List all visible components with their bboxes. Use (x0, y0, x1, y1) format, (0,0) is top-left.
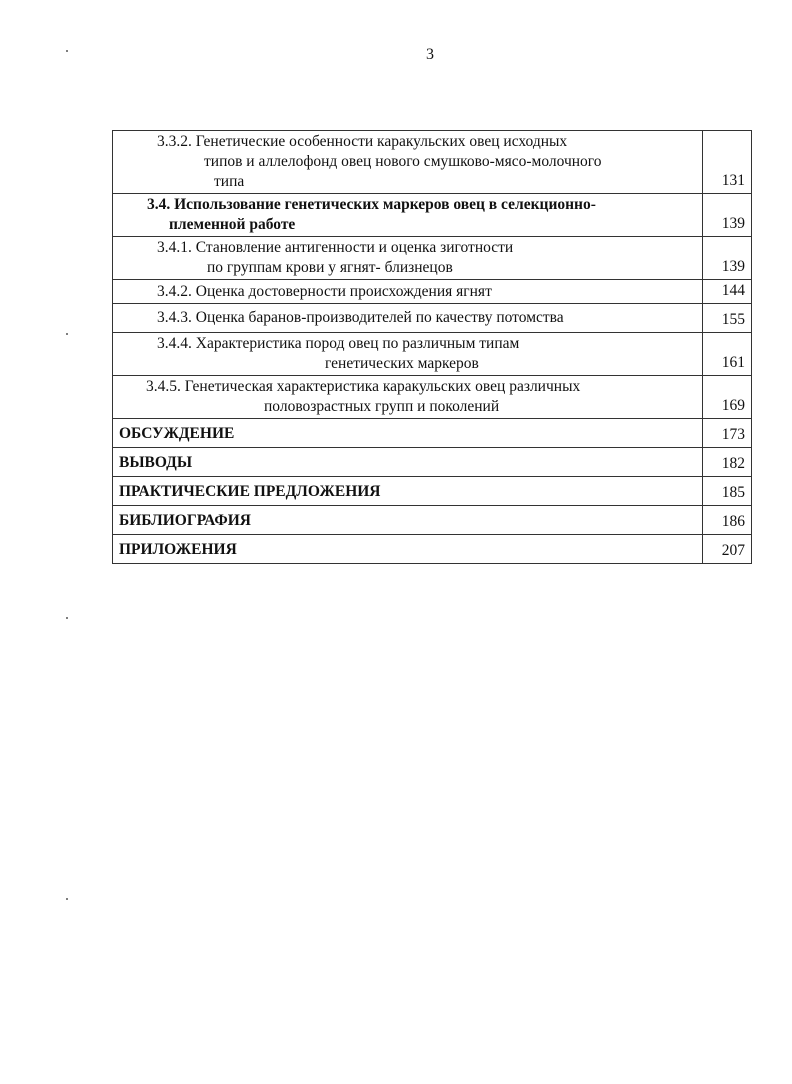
toc-entry-line: племенной работе (169, 216, 296, 233)
toc-row (113, 280, 752, 304)
toc-entry-page: 185 (703, 477, 752, 506)
scan-speck (66, 333, 68, 335)
toc-entry-title (113, 506, 703, 535)
scan-speck (66, 898, 68, 900)
toc-entry-title (113, 477, 703, 506)
toc-row (113, 477, 752, 506)
toc-entry-line: БИБЛИОГРАФИЯ (119, 512, 251, 529)
toc-entry-page: 182 (703, 448, 752, 477)
toc-entry-line: 3.4.2. Оценка достоверности происхождения ягнят (157, 283, 492, 300)
toc-entry-page: 131 (703, 131, 752, 194)
toc-entry-line: ПРАКТИЧЕСКИЕ ПРЕДЛОЖЕНИЯ (119, 483, 381, 500)
toc-entry-title (113, 333, 703, 376)
toc-entry-page: 144 (703, 280, 752, 304)
toc-entry-line: 3.4.5. Генетическая характеристика каракульских овец различных (146, 378, 581, 395)
scan-speck (66, 50, 68, 52)
toc-entry-line: 3.4.3. Оценка баранов-производителей по качеству потомства (157, 309, 564, 326)
toc-row (113, 333, 752, 376)
toc-entry-line: ОБСУЖДЕНИЕ (119, 425, 235, 442)
toc-entry-line: 3.3.2. Генетические особенности каракульских овец исходных (157, 133, 568, 150)
toc-entry-title (113, 376, 703, 419)
toc-entry-line: 3.4.1. Становление антигенности и оценка зиготности (157, 239, 514, 256)
toc-entry-line: типа (214, 173, 245, 190)
toc-entry-page: 155 (703, 304, 752, 333)
toc-entry-page: 173 (703, 419, 752, 448)
toc-entry-title (113, 194, 703, 237)
toc-entry-page: 139 (703, 237, 752, 280)
toc-entry-title (113, 280, 703, 304)
toc-entry-page: 169 (703, 376, 752, 419)
toc-row (113, 506, 752, 535)
toc-entry-title (113, 448, 703, 477)
toc-row (113, 448, 752, 477)
toc-entry-title (113, 535, 703, 564)
toc-entry-title (113, 419, 703, 448)
toc-row (113, 194, 752, 237)
toc-entry-page: 161 (703, 333, 752, 376)
toc-entry-title (113, 237, 703, 280)
toc-entry-page: 207 (703, 535, 752, 564)
toc-entry-title (113, 304, 703, 333)
page-number: 3 (426, 46, 434, 63)
toc-entry-line: по группам крови у ягнят- близнецов (207, 259, 453, 276)
toc-entry-page: 139 (703, 194, 752, 237)
toc-entry-page: 186 (703, 506, 752, 535)
toc-row (113, 419, 752, 448)
toc-row (113, 376, 752, 419)
toc-row (113, 237, 752, 280)
toc-entry-line: 3.4.4. Характеристика пород овец по различным типам (157, 335, 520, 352)
toc-entry-line: половозрастных групп и поколений (264, 398, 500, 415)
scan-speck (66, 617, 68, 619)
table-of-contents (112, 130, 752, 564)
toc-entry-line: ВЫВОДЫ (119, 454, 193, 471)
toc-entry-line: типов и аллелофонд овец нового смушково-мясо-молочного (204, 153, 602, 170)
toc-entry-line: 3.4. Использование генетических маркеров овец в селекционно- (147, 196, 596, 213)
toc-entry-line: генетических маркеров (325, 355, 479, 372)
toc-row (113, 535, 752, 564)
toc-row (113, 131, 752, 194)
toc-entry-title (113, 131, 703, 194)
toc-row (113, 304, 752, 333)
toc-entry-line: ПРИЛОЖЕНИЯ (119, 541, 237, 558)
